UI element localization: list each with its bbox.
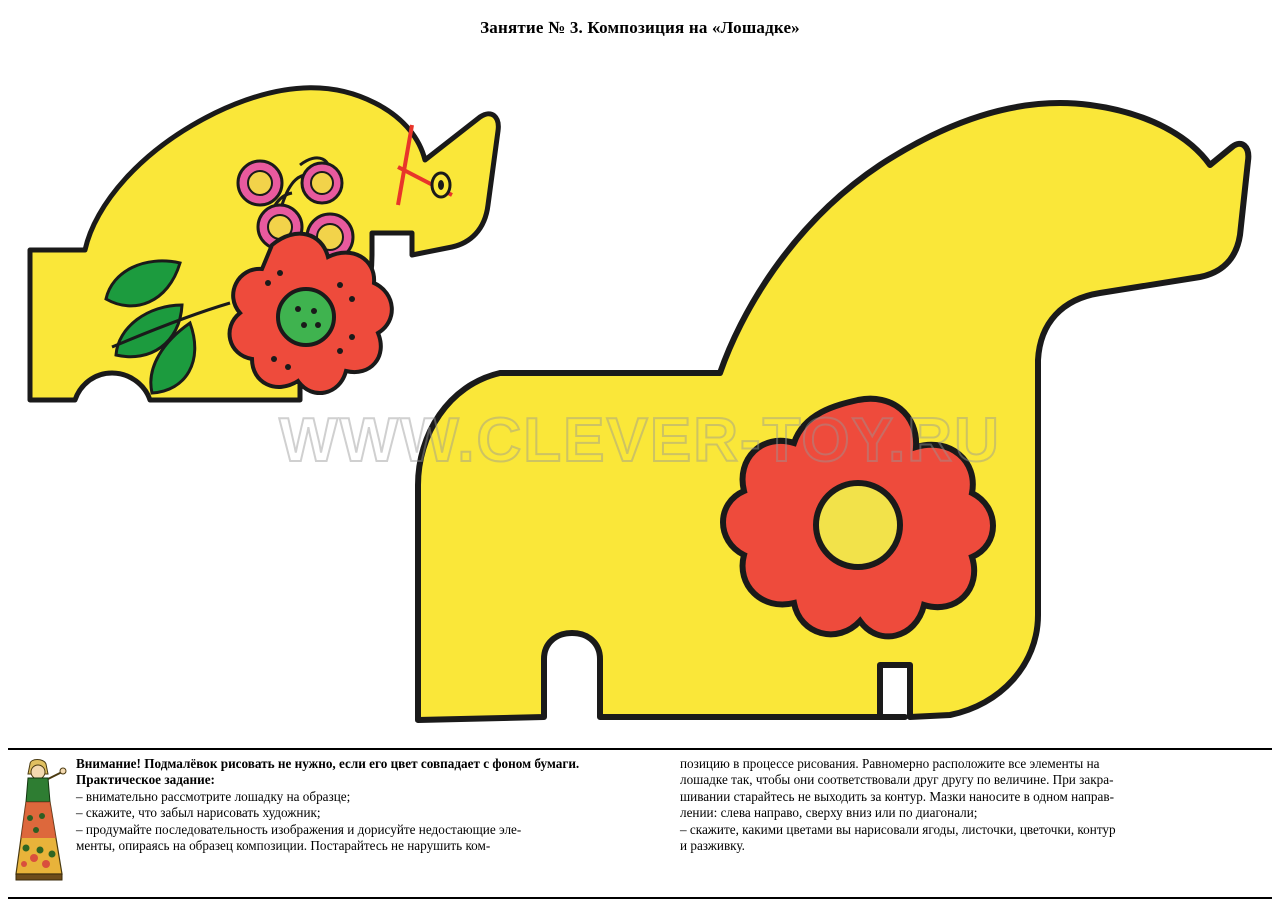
divider-top <box>8 748 1272 750</box>
footer-task-item-3: – продумайте последовательность изображения и дорисуйте недостающие эле- <box>76 821 522 837</box>
divider-bottom <box>8 897 1272 899</box>
footer-task-heading: Практическое задание: <box>76 772 215 788</box>
gorodets-lady-figurine-icon <box>10 758 70 888</box>
footer-right-column <box>680 756 1258 854</box>
footer-right-line-1: позицию в процессе рисования. Равномерно расположите все элементы на <box>680 756 1100 771</box>
left-horse-eye <box>432 173 450 197</box>
page-title: Занятие № 3. Композиция на «Лошадке» <box>480 18 800 37</box>
footer-columns <box>70 756 1272 854</box>
footer-section <box>8 756 1272 894</box>
footer-left-column <box>76 756 658 854</box>
footer-right-line-4: лении: слева направо, сверху вниз или по диагонали; <box>680 805 978 821</box>
footer-task-item-4: менты, опираясь на образец композиции. Постарайтесь не нарушить ком- <box>76 838 491 854</box>
footer-task-item-2: – скажите, что забыл нарисовать художник; <box>76 805 321 821</box>
footer-right-line-5: – скажите, какими цветами вы нарисовали ягоды, листочки, цветочки, контур <box>680 821 1116 837</box>
footer-task-item-1: – внимательно рассмотрите лошадку на образце; <box>76 788 351 804</box>
footer-right-line-3: шивании старайтесь не выходить за контур. Мазки наносите в одном направ- <box>680 788 1115 804</box>
footer-right-line-6: и разживку. <box>680 838 745 854</box>
footer-attention-text: Внимание! Подмалёвок рисовать не нужно, если его цвет совпадает с фоном бумаги. <box>76 756 580 771</box>
illustration-area <box>0 55 1280 745</box>
footer-right-line-2: лошадке так, чтобы они соответствовали друг другу по величине. При закра- <box>680 772 1114 788</box>
